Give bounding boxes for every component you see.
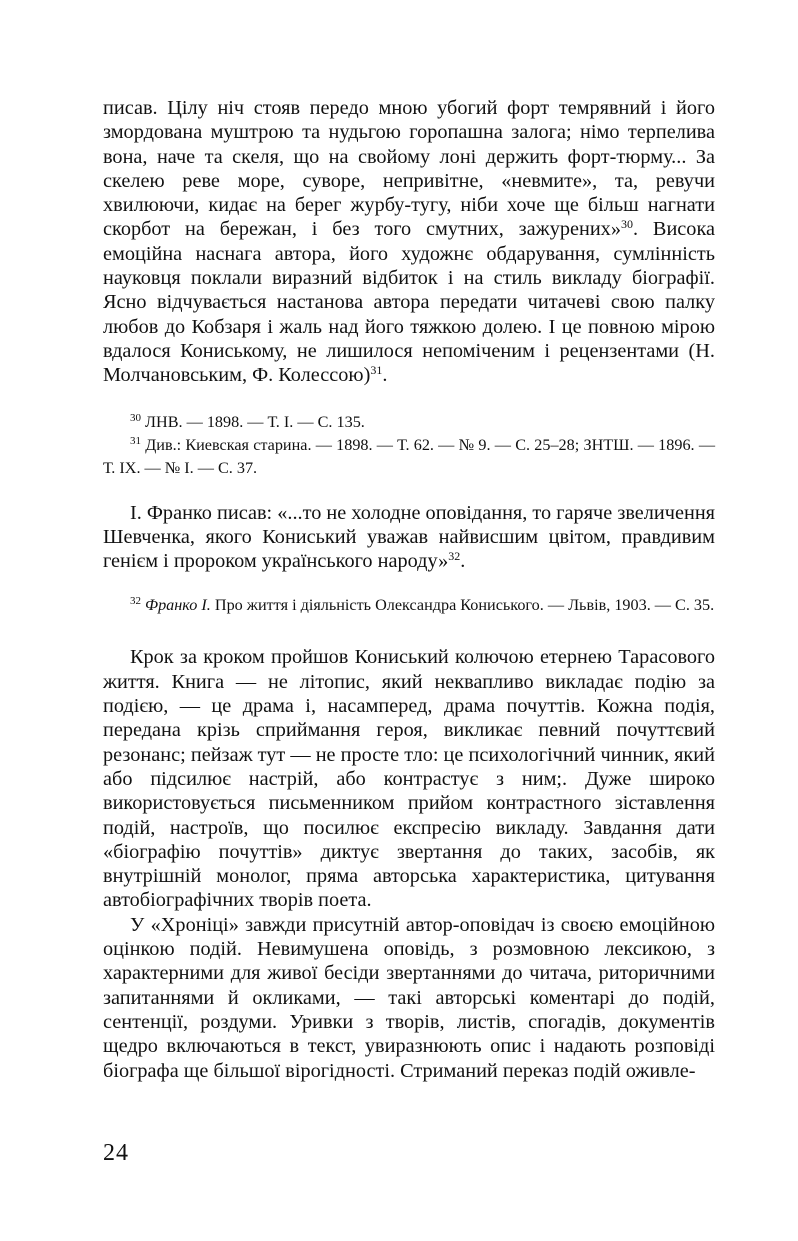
footnotes-32	[103, 594, 715, 617]
footnote-31	[103, 434, 715, 480]
paragraph-2-end: .	[460, 550, 466, 573]
footnote-32-author: Франко І.	[145, 596, 211, 615]
footnote-31-text: Див.: Киевская старина. — 1898. — Т. 62. — № 9. — С. 25–28; ЗНТШ. — 1896. — Т. ІХ. — № І. — С. 37.	[103, 435, 716, 477]
footnote-32-number: 32	[130, 595, 141, 608]
footnote-32	[103, 594, 715, 617]
paragraph-3: Крок за кроком пройшов Кониський колючою етернею Тарасового життя. Книга — не літопис, який неквапливо викладає подію за подією, — це драма і, насамперед, драма почуттів. Кожна подія, передана крізь сприймання героя, викликає певний почуттєвий резонанс; пейзаж тут — не просте тло: це психологічний чинник, який або підсилює настрій, або контрастує з ним;. Дуже широко використовується письменником прийом контрастного зіставлення подій, настроїв, що посилює експресію викладу. Завдання дати «біографію почуттів» диктує звертання до таких, засобів, як внутрішній монолог, пряма авторська характеристика, цитування автобіографічних творів поета.	[103, 646, 715, 912]
paragraph-2	[103, 501, 715, 574]
footnote-ref-30: 30	[620, 217, 633, 232]
footnote-30	[103, 411, 715, 434]
page-body	[103, 96, 715, 1083]
footnotes-30-31	[103, 411, 715, 480]
footnote-31-number: 31	[130, 434, 141, 447]
paragraph-1-end: .	[382, 364, 388, 387]
paragraph-4: У «Хроніці» завжди присутній автор-оповідач із своєю емоційною оцінкою подій. Невимушена оповідь, з розмовною лексикою, з характерними для живої бесіди звертаннями до читача, риторичними запитаннями й окликами, — такі авторські коментарі до подій, сентенції, роздуми. Уривки з творів, листів, спогадів, документів щедро включаються в текст, увиразнюють опис і надають розповіді біографа ще більшої вірогідності. Стриманий переказ подій оживле-	[103, 913, 715, 1082]
paragraph-1-text: писав. Цілу ніч стояв передо мною убогий форт темрявний і його змордована муштрою та нудьгою горопашна залога; німо терпелива вона, наче та скеля, що на свойому лоні держить форт-тюрму... За скелею реве море, суворе, непривітне, «невмите», та, ревучи хвилюючи, кидає на берег журбу-тугу, ніби хоче ще більш нагнати скорбот на бережан, і без того смутних, зажурених»	[103, 97, 715, 241]
footnote-30-text: ЛНВ. — 1898. — Т. І. — С. 135.	[145, 412, 365, 431]
paragraph-2-text: І. Франко писав: «...то не холодне оповідання, то гаряче звеличення Шевченка, якого Кониський уважав найвисшим цвітом, правдивим генієм і пророком українського народу»	[103, 501, 715, 573]
page-number: 24	[103, 1140, 129, 1166]
paragraph-1	[103, 96, 715, 388]
paragraph-1-continuation: . Висока емоційна наснага автора, його художнє обдарування, сумлінність науковця поклали виразний відбиток і на стиль викладу біографії. Ясно відчувається настанова автора передати читачеві свою палку любов до Кобзаря і жаль над його тяжкою долею. І це повною мірою вдалося Кониському, не лишилося непоміченим і рецензентами (Н. Молчановським, Ф. Колессою)	[103, 218, 715, 387]
footnote-ref-31: 31	[370, 363, 383, 378]
footnote-32-text: Про життя і діяльність Олександра Кониського. — Львів, 1903. — С. 35.	[214, 596, 715, 615]
footnote-30-number: 30	[130, 411, 141, 424]
footnote-ref-32: 32	[448, 549, 461, 564]
